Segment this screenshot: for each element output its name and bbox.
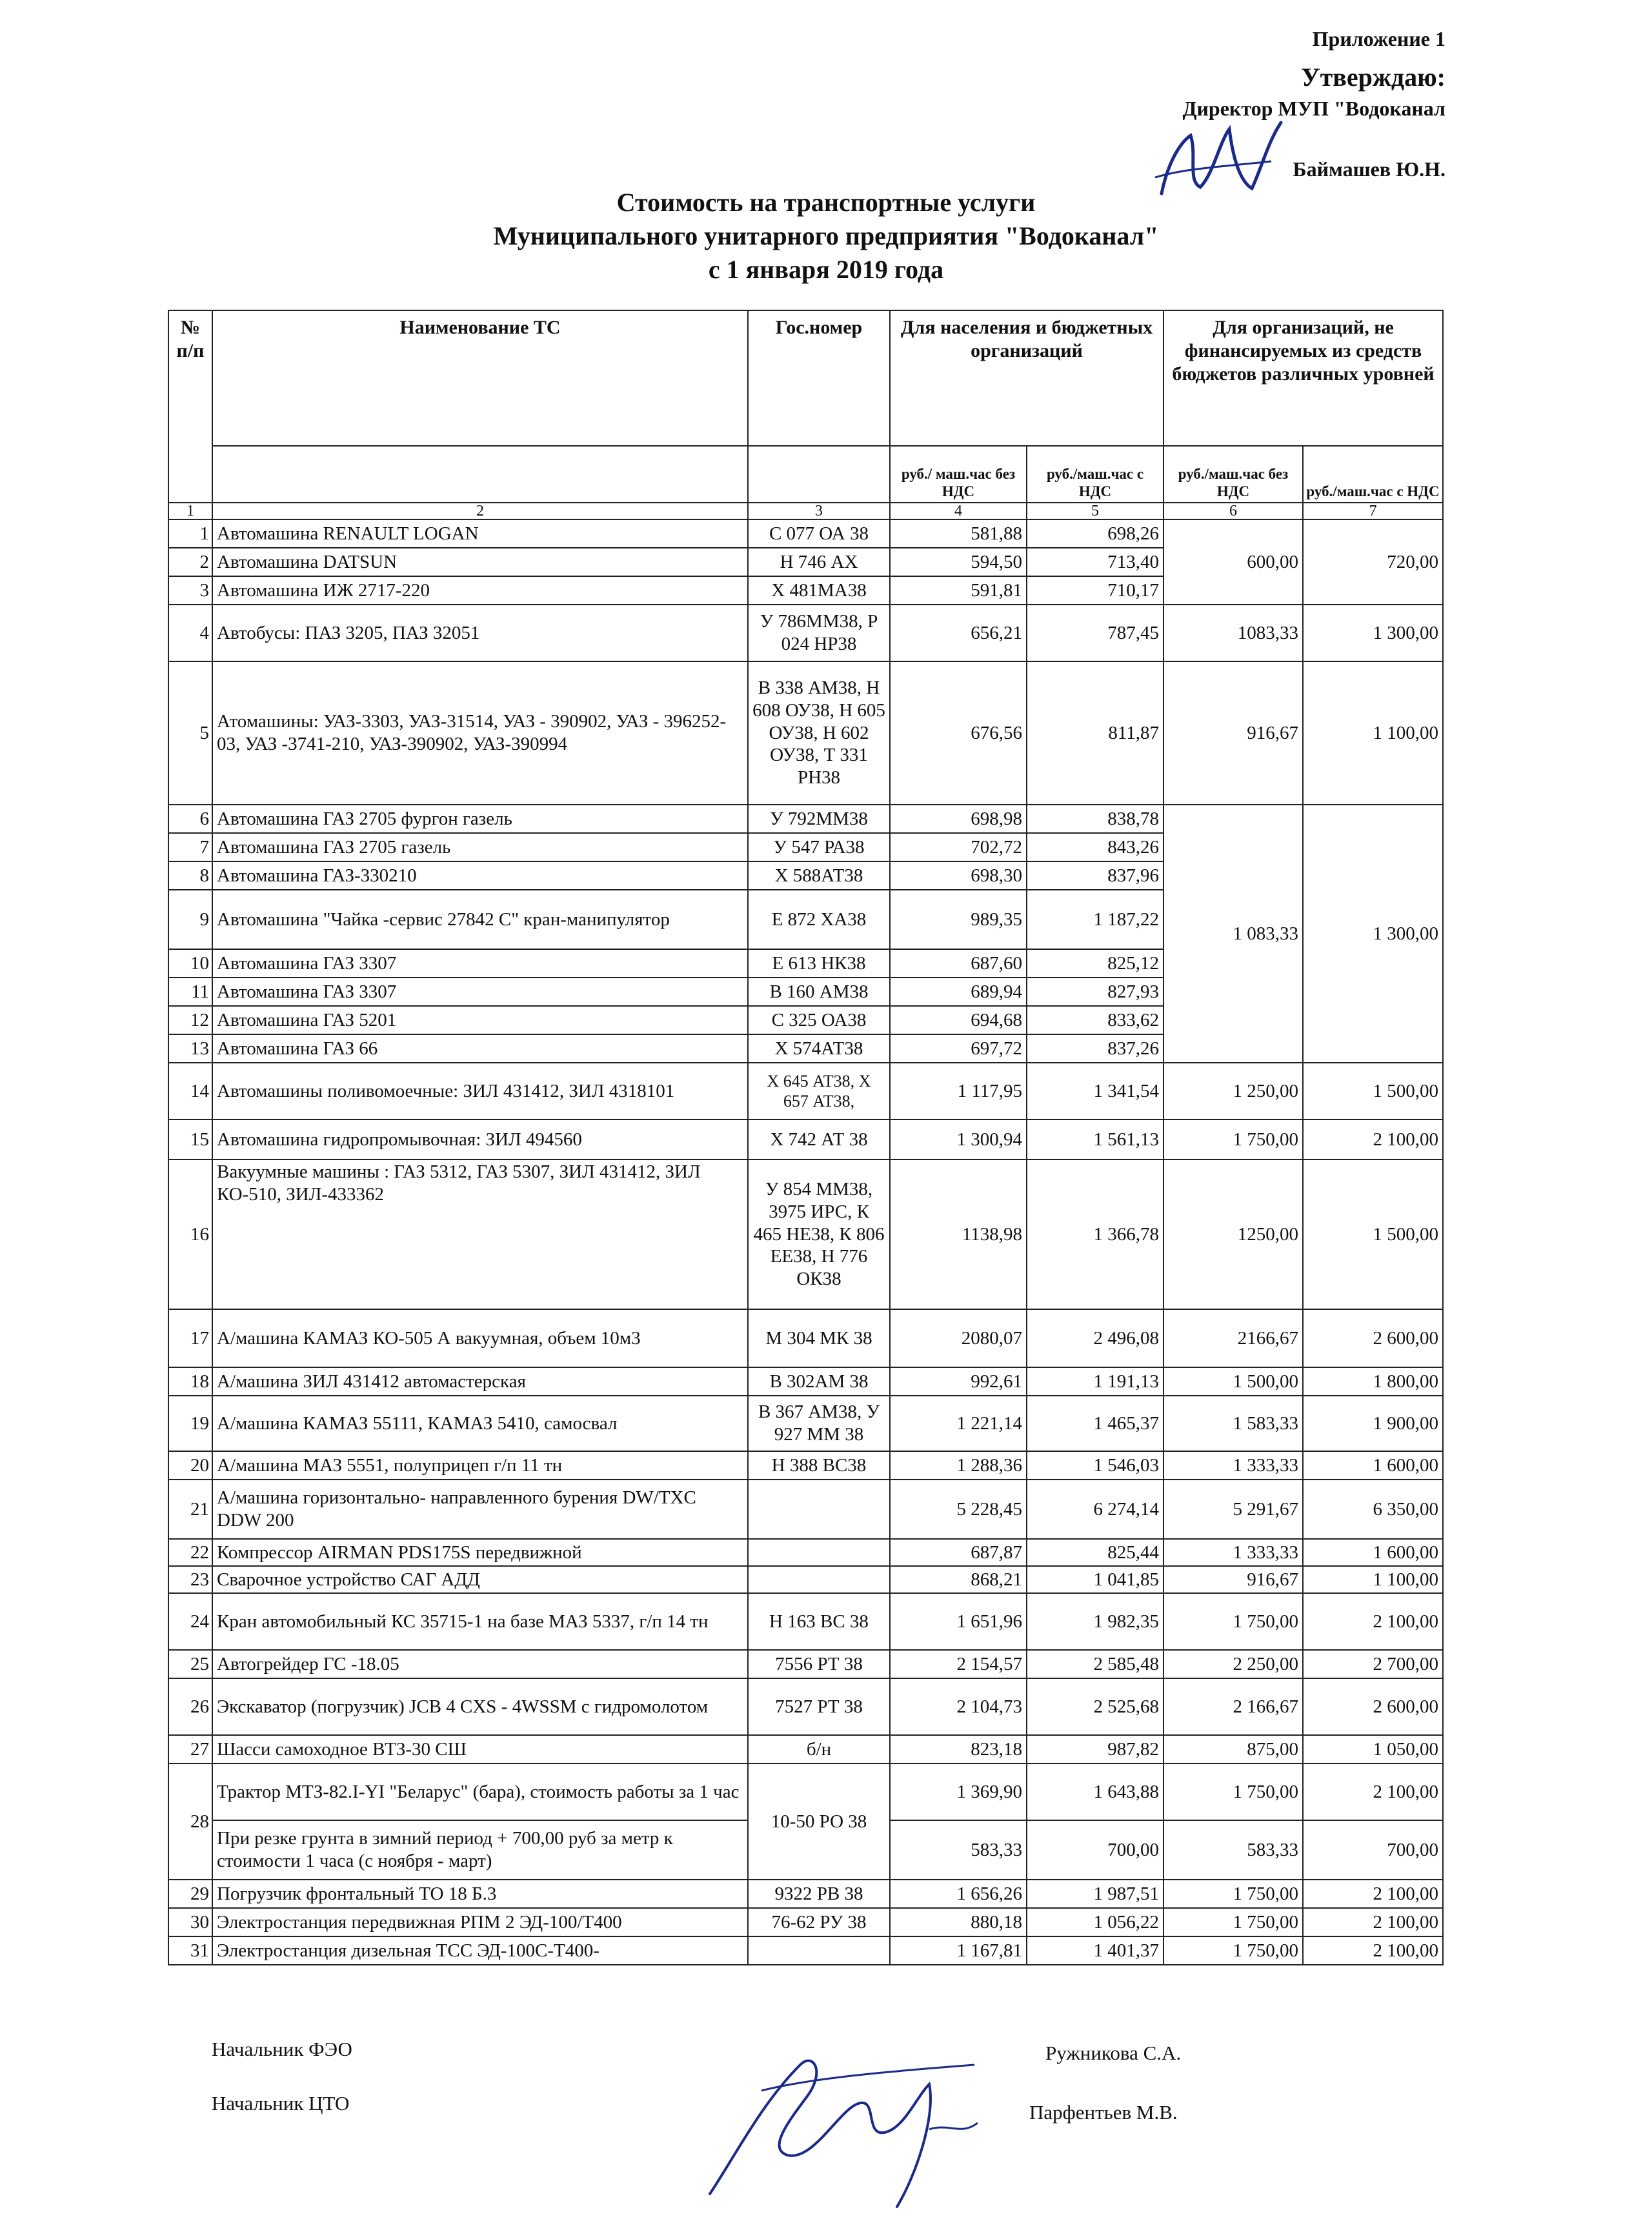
vehicle-name: Автобусы: ПАЗ 3205, ПАЗ 32051: [212, 605, 748, 661]
table-row: [168, 1566, 1443, 1593]
plate-number: [748, 1566, 890, 1593]
table-row: [168, 1480, 1443, 1539]
table-row: [168, 1908, 1443, 1936]
vehicle-name: Электростанция передвижная РПМ 2 ЭД-100/Т400: [212, 1908, 748, 1936]
column-numbers-row: [168, 503, 1443, 519]
table-row: [168, 1160, 1443, 1309]
vehicle-name: Компрессор AIRMAN PDS175S передвижной: [212, 1539, 748, 1566]
price-budget-no-vat: 1 167,81: [890, 1936, 1027, 1965]
row-num: 30: [168, 1908, 212, 1936]
row-num: 20: [168, 1451, 212, 1480]
price-budget-no-vat: 880,18: [890, 1908, 1027, 1936]
price-org-vat: 1 500,00: [1303, 1160, 1443, 1309]
row-num: 16: [168, 1160, 212, 1309]
vehicle-name: Автомашина ГАЗ 66: [212, 1034, 748, 1063]
row-num: 27: [168, 1735, 212, 1763]
price-budget-no-vat: 656,21: [890, 605, 1027, 661]
price-budget-vat: 825,44: [1027, 1539, 1163, 1566]
table-row: [168, 1539, 1443, 1566]
vehicle-name: Экскаватор (погрузчик) JCB 4 CXS - 4WSSM с гидромолотом: [212, 1678, 748, 1735]
plate-number: Е 872 ХА38: [748, 890, 890, 949]
col-number: 4: [890, 503, 1027, 519]
price-budget-no-vat: 2 104,73: [890, 1678, 1027, 1735]
plate-number: В 367 АМ38, У 927 ММ 38: [748, 1396, 890, 1451]
price-budget-no-vat: 2 154,57: [890, 1650, 1027, 1678]
row-num: 4: [168, 605, 212, 661]
price-budget-no-vat: 868,21: [890, 1566, 1027, 1593]
price-budget-no-vat: 1 369,90: [890, 1763, 1027, 1820]
price-budget-no-vat: 1 288,36: [890, 1451, 1027, 1480]
plate-number: Х 645 АТ38, Х 657 АТ38,: [748, 1063, 890, 1120]
appendix-label: Приложение 1: [1312, 27, 1446, 50]
price-org-no-vat: 2 250,00: [1163, 1650, 1303, 1678]
price-org-no-vat: 1 333,33: [1163, 1451, 1303, 1480]
price-budget-no-vat: 687,87: [890, 1539, 1027, 1566]
price-budget-vat: 710,17: [1027, 576, 1163, 605]
table-row: [168, 1120, 1443, 1160]
price-org-no-vat: 875,00: [1163, 1735, 1303, 1763]
fe-head-title: Начальник ФЭО: [212, 2038, 352, 2060]
price-budget-vat: 2 585,48: [1027, 1650, 1163, 1678]
table-row: [168, 1309, 1443, 1367]
price-budget-vat: 1 341,54: [1027, 1063, 1163, 1120]
approve-label: Утверждаю:: [1301, 63, 1446, 92]
price-org-vat: 1 300,00: [1303, 805, 1443, 1063]
price-org-vat: 2 100,00: [1303, 1908, 1443, 1936]
units-row: [168, 446, 1443, 503]
plate-number: В 160 АМ38: [748, 978, 890, 1006]
price-budget-no-vat: 1138,98: [890, 1160, 1027, 1309]
price-org-no-vat: 1 583,33: [1163, 1396, 1303, 1451]
plate-number: 7556 РТ 38: [748, 1650, 890, 1678]
price-org-vat: 2 700,00: [1303, 1650, 1443, 1678]
plate-number: б/н: [748, 1735, 890, 1763]
heads-signature: [684, 2026, 1007, 2220]
table-row: [168, 1735, 1443, 1763]
price-org-no-vat: 1 750,00: [1163, 1880, 1303, 1908]
price-org-no-vat: 1 250,00: [1163, 1063, 1303, 1120]
price-org-vat: 2 100,00: [1303, 1880, 1443, 1908]
header-row: [168, 310, 1443, 446]
vehicle-name: Погрузчик фронтальный ТО 18 Б.3: [212, 1880, 748, 1908]
vehicle-name: При резке грунта в зимний период + 700,00 руб за метр к стоимости 1 часа (с ноября - март): [212, 1820, 748, 1880]
price-org-vat: 2 100,00: [1303, 1593, 1443, 1650]
row-num: 25: [168, 1650, 212, 1678]
price-budget-no-vat: 1 300,94: [890, 1120, 1027, 1160]
price-budget-vat: 1 366,78: [1027, 1160, 1163, 1309]
vehicle-name: Автомашина ГАЗ 3307: [212, 978, 748, 1006]
price-org-vat: 1 800,00: [1303, 1367, 1443, 1396]
plate-number: Х 574АТ38: [748, 1034, 890, 1063]
header-num: № п/п: [168, 310, 212, 503]
plate-number: У 786ММ38, Р 024 НР38: [748, 605, 890, 661]
plate-number: Е 613 НК38: [748, 949, 890, 978]
table-row: [168, 1936, 1443, 1965]
row-num: 5: [168, 661, 212, 805]
director-name: Баймашев Ю.Н.: [1293, 157, 1446, 181]
price-org-no-vat: 1 500,00: [1163, 1367, 1303, 1396]
row-num: 28: [168, 1763, 212, 1880]
units-blank: [748, 446, 890, 503]
row-num: 8: [168, 861, 212, 890]
plate-number: Х 588АТ38: [748, 861, 890, 890]
price-org-no-vat: 1 750,00: [1163, 1908, 1303, 1936]
price-budget-vat: 1 643,88: [1027, 1763, 1163, 1820]
vehicle-name: А/машина МАЗ 5551, полуприцеп г/п 11 тн: [212, 1451, 748, 1480]
price-budget-no-vat: 989,35: [890, 890, 1027, 949]
row-num: 26: [168, 1678, 212, 1735]
vehicle-name: Автомашина ГАЗ-330210: [212, 861, 748, 890]
price-budget-vat: 825,12: [1027, 949, 1163, 978]
fe-head-name: Ружникова С.А.: [1045, 2042, 1182, 2064]
plate-number: 10-50 РО 38: [748, 1763, 890, 1880]
plate-number: У 854 ММ38, 3975 ИРС, К 465 НЕ38, К 806 ЕЕ38, Н 776 ОК38: [748, 1160, 890, 1309]
unit-with-vat: руб./маш.час с НДС: [1303, 446, 1443, 503]
row-num: 14: [168, 1063, 212, 1120]
table-row: [168, 1763, 1443, 1820]
plate-number: [748, 1480, 890, 1539]
row-num: 2: [168, 548, 212, 576]
price-budget-no-vat: 698,30: [890, 861, 1027, 890]
cto-head-title: Начальник ЦТО: [212, 2092, 350, 2114]
row-num: 1: [168, 519, 212, 548]
price-budget-no-vat: 1 656,26: [890, 1880, 1027, 1908]
plate-number: 76-62 РУ 38: [748, 1908, 890, 1936]
vehicle-name: Атомашины: УАЗ-3303, УАЗ-31514, УАЗ - 390902, УАЗ - 396252-03, УАЗ -3741-210, УАЗ-390902, УАЗ-390994: [212, 661, 748, 805]
plate-number: М 304 МК 38: [748, 1309, 890, 1367]
vehicle-name: Автомашина RENAULT LOGAN: [212, 519, 748, 548]
plate-number: Н 388 ВС38: [748, 1451, 890, 1480]
plate-number: У 547 РА38: [748, 833, 890, 861]
col-number: 3: [748, 503, 890, 519]
plate-number: У 792ММ38: [748, 805, 890, 833]
price-org-vat: 700,00: [1303, 1820, 1443, 1880]
row-num: 31: [168, 1936, 212, 1965]
vehicle-name: Кран автомобильный КС 35715-1 на базе МАЗ 5337, г/п 14 тн: [212, 1593, 748, 1650]
price-budget-vat: 700,00: [1027, 1820, 1163, 1880]
vehicle-name: Сварочное устройство САГ АДД: [212, 1566, 748, 1593]
price-budget-no-vat: 2080,07: [890, 1309, 1027, 1367]
price-budget-no-vat: 687,60: [890, 949, 1027, 978]
header-group-nonbudget: Для организаций, не финансируемых из средств бюджетов различных уровней: [1163, 310, 1443, 446]
price-budget-vat: 1 187,22: [1027, 890, 1163, 949]
price-org-no-vat: 5 291,67: [1163, 1480, 1303, 1539]
vehicle-name: Автомашина ГАЗ 3307: [212, 949, 748, 978]
table-row: [168, 519, 1443, 548]
row-num: 9: [168, 890, 212, 949]
price-budget-vat: 713,40: [1027, 548, 1163, 576]
vehicle-name: Вакуумные машины : ГАЗ 5312, ГАЗ 5307, ЗИЛ 431412, ЗИЛ КО-510, ЗИЛ-433362: [212, 1160, 748, 1309]
plate-number: С 325 ОА38: [748, 1006, 890, 1034]
price-org-no-vat: 1 750,00: [1163, 1763, 1303, 1820]
table-row: [168, 1063, 1443, 1120]
price-budget-vat: 1 561,13: [1027, 1120, 1163, 1160]
vehicle-name: Автомашина "Чайка -сервис 27842 С" кран-манипулятор: [212, 890, 748, 949]
vehicle-name: Трактор МТЗ-82.I-YI "Беларус" (бара), стоимость работы за 1 час: [212, 1763, 748, 1820]
price-budget-no-vat: 1 117,95: [890, 1063, 1027, 1120]
price-budget-vat: 811,87: [1027, 661, 1163, 805]
price-budget-vat: 1 401,37: [1027, 1936, 1163, 1965]
price-org-vat: 1 100,00: [1303, 661, 1443, 805]
price-org-no-vat: 600,00: [1163, 519, 1303, 605]
table-row: [168, 1396, 1443, 1451]
unit-no-vat: руб./маш.час без НДС: [1163, 446, 1303, 503]
table-row: [168, 1451, 1443, 1480]
price-budget-vat: 987,82: [1027, 1735, 1163, 1763]
title-line-2: Муниципального унитарного предприятия "Водоканал": [493, 221, 1159, 250]
plate-number: Х 742 АТ 38: [748, 1120, 890, 1160]
price-org-no-vat: 916,67: [1163, 661, 1303, 805]
plate-number: Н 163 ВС 38: [748, 1593, 890, 1650]
row-num: 6: [168, 805, 212, 833]
price-budget-no-vat: 694,68: [890, 1006, 1027, 1034]
vehicle-name: Автомашины поливомоечные: ЗИЛ 431412, ЗИЛ 4318101: [212, 1063, 748, 1120]
vehicle-name: Электростанция дизельная ТСС ЭД-100С-Т400-: [212, 1936, 748, 1965]
price-budget-no-vat: 823,18: [890, 1735, 1027, 1763]
price-budget-vat: 787,45: [1027, 605, 1163, 661]
col-number: 5: [1027, 503, 1163, 519]
price-org-vat: 6 350,00: [1303, 1480, 1443, 1539]
price-org-no-vat: 583,33: [1163, 1820, 1303, 1880]
price-org-vat: 1 500,00: [1303, 1063, 1443, 1120]
price-org-vat: 2 100,00: [1303, 1763, 1443, 1820]
vehicle-name: А/машина горизонтально- направленного бурения DW/TXC DDW 200: [212, 1480, 748, 1539]
price-budget-no-vat: 581,88: [890, 519, 1027, 548]
vehicle-name: Шасси самоходное ВТЗ-30 СШ: [212, 1735, 748, 1763]
price-budget-vat: 1 987,51: [1027, 1880, 1163, 1908]
cto-head-name: Парфентьев М.В.: [1029, 2101, 1178, 2124]
price-org-vat: 1 100,00: [1303, 1566, 1443, 1593]
price-org-no-vat: 1 750,00: [1163, 1593, 1303, 1650]
director-title: Директор МУП "Водоканал: [1182, 97, 1446, 120]
price-budget-no-vat: 594,50: [890, 548, 1027, 576]
col-number: 1: [168, 503, 212, 519]
row-num: 21: [168, 1480, 212, 1539]
table-row: [168, 605, 1443, 661]
plate-number: [748, 1936, 890, 1965]
table-row: [168, 1367, 1443, 1396]
vehicle-name: Автомашина ИЖ 2717-220: [212, 576, 748, 605]
price-org-vat: 720,00: [1303, 519, 1443, 605]
price-budget-vat: 6 274,14: [1027, 1480, 1163, 1539]
price-budget-no-vat: 676,56: [890, 661, 1027, 805]
row-num: 29: [168, 1880, 212, 1908]
price-budget-vat: 1 191,13: [1027, 1367, 1163, 1396]
plate-number: 7527 РТ 38: [748, 1678, 890, 1735]
plate-number: С 077 ОА 38: [748, 519, 890, 548]
price-budget-no-vat: 1 221,14: [890, 1396, 1027, 1451]
plate-number: 9322 РВ 38: [748, 1880, 890, 1908]
table-row: [168, 1593, 1443, 1650]
price-org-vat: 2 100,00: [1303, 1936, 1443, 1965]
price-org-vat: 1 600,00: [1303, 1539, 1443, 1566]
col-number: 6: [1163, 503, 1303, 519]
units-blank: [212, 446, 748, 503]
price-budget-no-vat: 591,81: [890, 576, 1027, 605]
row-num: 10: [168, 949, 212, 978]
row-num: 12: [168, 1006, 212, 1034]
row-num: 19: [168, 1396, 212, 1451]
vehicle-name: А/машина ЗИЛ 431412 автомастерская: [212, 1367, 748, 1396]
price-budget-no-vat: 583,33: [890, 1820, 1027, 1880]
vehicle-name: Автомашина DATSUN: [212, 548, 748, 576]
row-num: 18: [168, 1367, 212, 1396]
row-num: 24: [168, 1593, 212, 1650]
col-number: 7: [1303, 503, 1443, 519]
vehicle-name: А/машина КАМАЗ КО-505 А вакуумная, объем 10м3: [212, 1309, 748, 1367]
row-num: 23: [168, 1566, 212, 1593]
table-row: [168, 661, 1443, 805]
price-budget-no-vat: 5 228,45: [890, 1480, 1027, 1539]
price-org-no-vat: 1 750,00: [1163, 1936, 1303, 1965]
price-org-vat: 2 600,00: [1303, 1309, 1443, 1367]
price-budget-no-vat: 698,98: [890, 805, 1027, 833]
row-num: 13: [168, 1034, 212, 1063]
price-budget-vat: 837,26: [1027, 1034, 1163, 1063]
price-org-vat: 1 300,00: [1303, 605, 1443, 661]
table-row: [168, 805, 1443, 833]
row-num: 11: [168, 978, 212, 1006]
price-budget-vat: 1 546,03: [1027, 1451, 1163, 1480]
price-org-vat: 1 600,00: [1303, 1451, 1443, 1480]
price-org-no-vat: 1 750,00: [1163, 1120, 1303, 1160]
price-budget-vat: 1 982,35: [1027, 1593, 1163, 1650]
header-name: Наименование ТС: [212, 310, 748, 446]
price-org-vat: 1 900,00: [1303, 1396, 1443, 1451]
col-number: 2: [212, 503, 748, 519]
price-budget-vat: 827,93: [1027, 978, 1163, 1006]
price-budget-vat: 833,62: [1027, 1006, 1163, 1034]
price-budget-vat: 843,26: [1027, 833, 1163, 861]
price-budget-vat: 2 496,08: [1027, 1309, 1163, 1367]
price-budget-vat: 2 525,68: [1027, 1678, 1163, 1735]
price-budget-vat: 698,26: [1027, 519, 1163, 548]
title-line-3: с 1 января 2019 года: [708, 255, 944, 284]
price-org-vat: 1 050,00: [1303, 1735, 1443, 1763]
plate-number: Н 746 АХ: [748, 548, 890, 576]
unit-with-vat: руб./маш.час с НДС: [1027, 446, 1163, 503]
table-row: [168, 1650, 1443, 1678]
row-num: 7: [168, 833, 212, 861]
title-line-1: Стоимость на транспортные услуги: [616, 188, 1036, 217]
price-budget-vat: 837,96: [1027, 861, 1163, 890]
price-budget-no-vat: 697,72: [890, 1034, 1027, 1063]
unit-no-vat: руб./ маш.час без НДС: [890, 446, 1027, 503]
price-budget-no-vat: 689,94: [890, 978, 1027, 1006]
price-budget-vat: 1 056,22: [1027, 1908, 1163, 1936]
row-num: 15: [168, 1120, 212, 1160]
row-num: 17: [168, 1309, 212, 1367]
row-num: 3: [168, 576, 212, 605]
price-org-no-vat: 1250,00: [1163, 1160, 1303, 1309]
header-plate: Гос.номер: [748, 310, 890, 446]
vehicle-name: Автогрейдер ГС -18.05: [212, 1650, 748, 1678]
plate-number: В 338 АМ38, Н 608 ОУ38, Н 605 ОУ38, Н 602 ОУ38, Т 331 РН38: [748, 661, 890, 805]
vehicle-name: Автомашина ГАЗ 2705 фургон газель: [212, 805, 748, 833]
plate-number: В 302АМ 38: [748, 1367, 890, 1396]
vehicle-name: Автомашина ГАЗ 2705 газель: [212, 833, 748, 861]
price-budget-no-vat: 992,61: [890, 1367, 1027, 1396]
price-budget-no-vat: 702,72: [890, 833, 1027, 861]
price-budget-no-vat: 1 651,96: [890, 1593, 1027, 1650]
vehicle-name: Автомашина ГАЗ 5201: [212, 1006, 748, 1034]
plate-number: Х 481МА38: [748, 576, 890, 605]
price-budget-vat: 838,78: [1027, 805, 1163, 833]
tariff-table: [168, 310, 1444, 1965]
price-budget-vat: 1 041,85: [1027, 1566, 1163, 1593]
plate-number: [748, 1539, 890, 1566]
vehicle-name: А/машина КАМАЗ 55111, КАМАЗ 5410, самосвал: [212, 1396, 748, 1451]
table-row: [168, 1880, 1443, 1908]
price-budget-vat: 1 465,37: [1027, 1396, 1163, 1451]
row-num: 22: [168, 1539, 212, 1566]
price-org-no-vat: 1083,33: [1163, 605, 1303, 661]
price-org-no-vat: 916,67: [1163, 1566, 1303, 1593]
table-row: [168, 1678, 1443, 1735]
price-org-vat: 2 600,00: [1303, 1678, 1443, 1735]
header-group-budget: Для населения и бюджетных организаций: [890, 310, 1163, 446]
price-org-no-vat: 1 083,33: [1163, 805, 1303, 1063]
price-org-no-vat: 1 333,33: [1163, 1539, 1303, 1566]
price-org-no-vat: 2166,67: [1163, 1309, 1303, 1367]
price-org-vat: 2 100,00: [1303, 1120, 1443, 1160]
price-org-no-vat: 2 166,67: [1163, 1678, 1303, 1735]
vehicle-name: Автомашина гидропромывочная: ЗИЛ 494560: [212, 1120, 748, 1160]
